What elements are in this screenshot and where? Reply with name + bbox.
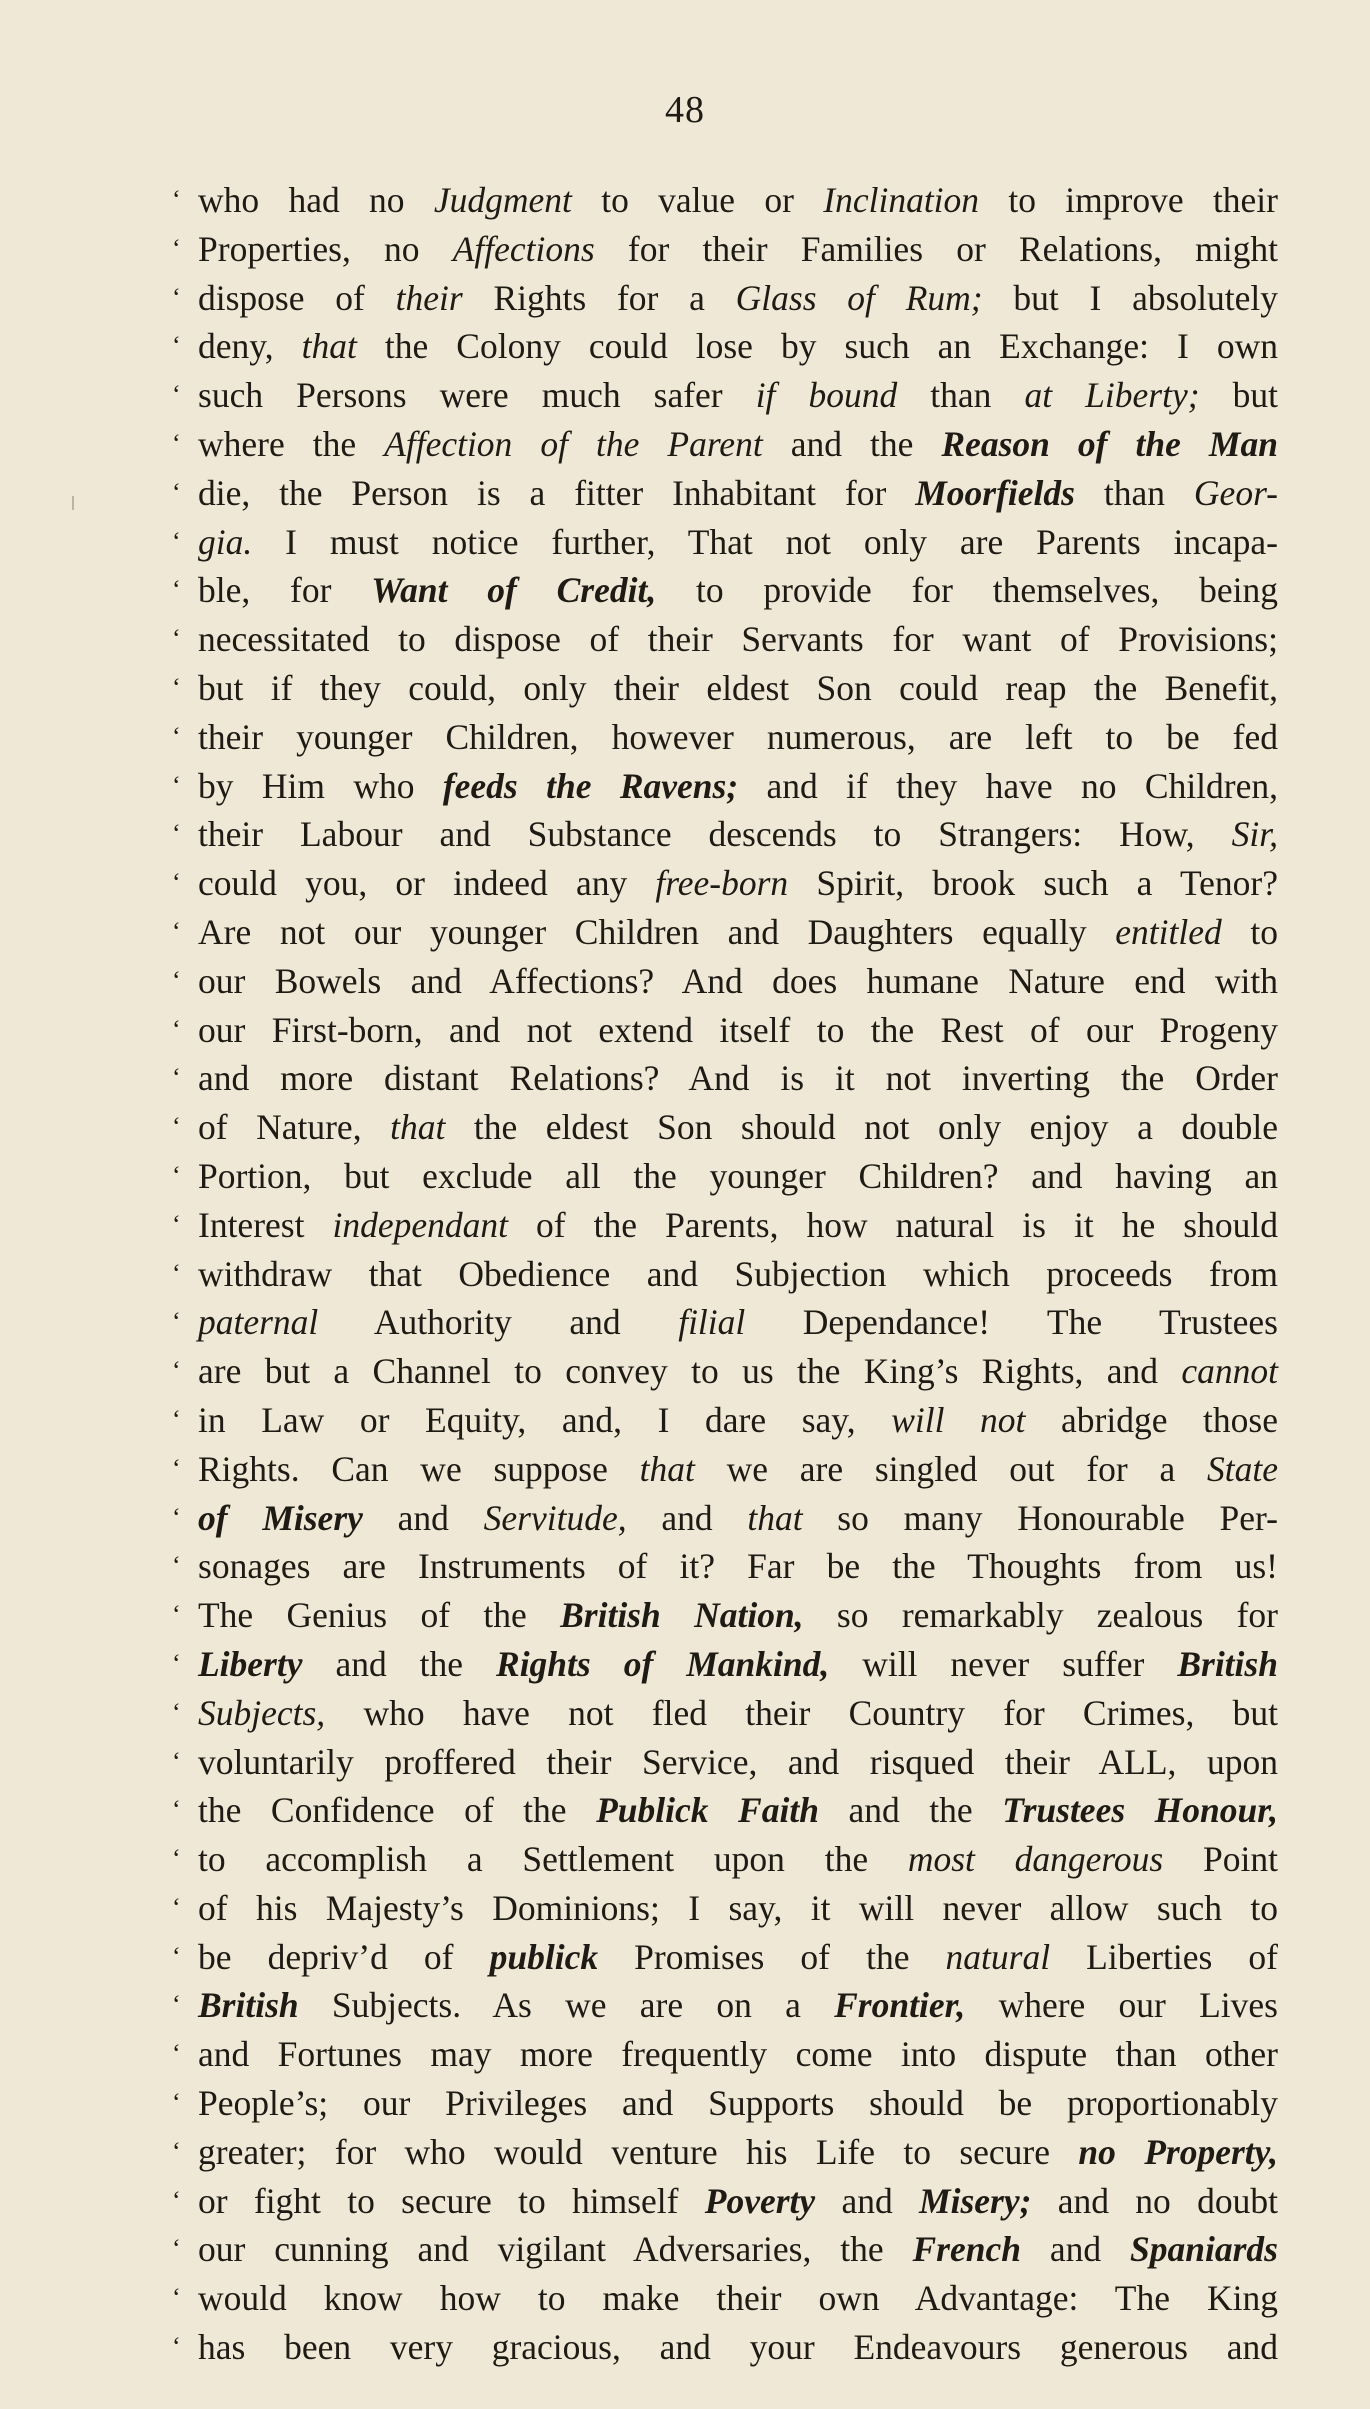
line-text: our cunning and vigilant Adversaries, the bbox=[198, 2229, 913, 2270]
line-text: and the bbox=[302, 1643, 497, 1684]
text-line bbox=[168, 274, 1278, 323]
quote-mark: ‘ bbox=[172, 380, 181, 410]
line-text: withdraw that Obedience and Subjection which proceeds from bbox=[198, 1253, 1278, 1294]
line-text: or fight to secure to himself bbox=[198, 2180, 705, 2221]
emphasis-text: will not bbox=[891, 1399, 1026, 1440]
quote-mark: ‘ bbox=[172, 770, 181, 800]
emphasis-text: British bbox=[198, 1985, 299, 2026]
line-text: to provide for themselves, being bbox=[656, 570, 1278, 611]
emphasis-text: of Misery bbox=[198, 1497, 363, 1538]
quote-mark: ‘ bbox=[172, 575, 181, 605]
emphasis-text: most dangerous bbox=[907, 1839, 1164, 1880]
text-line bbox=[168, 2128, 1278, 2177]
line-text: Dependance! The Trustees bbox=[745, 1302, 1278, 1343]
line-text: People’s; our Privileges and Supports should be proportionably bbox=[198, 2083, 1278, 2124]
text-line bbox=[168, 1884, 1278, 1933]
text-line bbox=[168, 1250, 1278, 1299]
line-text: Point bbox=[1163, 1839, 1278, 1880]
line-text: be depriv’d of bbox=[198, 1936, 490, 1977]
text-line bbox=[168, 518, 1278, 567]
line-text: by Him who bbox=[198, 765, 443, 806]
emphasis-text: Want of Credit, bbox=[371, 570, 657, 611]
quote-mark: ‘ bbox=[172, 185, 181, 214]
line-text: are but a Channel to convey to us the King’s Rights, and bbox=[198, 1351, 1182, 1392]
emphasis-text: Misery; bbox=[919, 2180, 1032, 2221]
line-text: and the bbox=[818, 1790, 1003, 1831]
line-text: than bbox=[1074, 472, 1194, 513]
emphasis-text: free-born bbox=[655, 863, 789, 904]
line-text: Are not our younger Children and Daughters equally bbox=[198, 911, 1116, 952]
quote-mark: ‘ bbox=[172, 1209, 181, 1239]
line-text: deny, bbox=[198, 326, 302, 367]
line-text: but if they could, only their eldest Son could reap the Benefit, bbox=[198, 667, 1278, 708]
line-text: abridge those bbox=[1025, 1399, 1278, 1440]
emphasis-text: British Nation, bbox=[560, 1595, 804, 1636]
quote-mark: ‘ bbox=[172, 1697, 181, 1727]
emphasis-text: natural bbox=[945, 1936, 1051, 1977]
line-text: The Genius of the bbox=[198, 1595, 561, 1636]
text-line bbox=[168, 1006, 1278, 1055]
text-line bbox=[168, 615, 1278, 664]
line-text: will never suffer bbox=[829, 1643, 1178, 1684]
text-line bbox=[168, 1103, 1278, 1152]
line-text: Rights. Can we suppose bbox=[198, 1448, 640, 1489]
text-line bbox=[168, 1981, 1278, 2030]
text-line bbox=[168, 1396, 1278, 1445]
emphasis-text: Trustees Honour, bbox=[1002, 1790, 1279, 1831]
text-line bbox=[168, 566, 1278, 615]
emphasis-text: that bbox=[390, 1107, 446, 1148]
line-text: Subjects. As we are on a bbox=[298, 1985, 835, 2026]
text-line bbox=[168, 1640, 1278, 1689]
text-line bbox=[168, 322, 1278, 371]
text-line bbox=[168, 420, 1278, 469]
emphasis-text: Affections bbox=[452, 228, 595, 269]
quote-mark: ‘ bbox=[172, 477, 181, 507]
emphasis-text: Publick Faith bbox=[596, 1790, 819, 1831]
emphasis-text: if bound bbox=[755, 375, 898, 416]
quote-mark: ‘ bbox=[172, 868, 181, 898]
line-text: of the Parents, how natural is it he should bbox=[508, 1204, 1278, 1245]
line-text: than bbox=[897, 375, 1025, 416]
text-line bbox=[168, 810, 1278, 859]
emphasis-text: gia. bbox=[198, 521, 253, 562]
text-line bbox=[168, 762, 1278, 811]
text-line bbox=[168, 1689, 1278, 1738]
page-number: 48 bbox=[665, 89, 705, 131]
quote-mark: ‘ bbox=[172, 526, 181, 556]
line-text: ble, for bbox=[198, 570, 372, 611]
quote-mark: ‘ bbox=[172, 1648, 181, 1678]
emphasis-text: cannot bbox=[1181, 1351, 1278, 1392]
text-line bbox=[168, 664, 1278, 713]
text-line bbox=[168, 908, 1278, 957]
emphasis-text: French bbox=[912, 2229, 1021, 2270]
line-text: to accomplish a Settlement upon the bbox=[198, 1839, 908, 1880]
emphasis-text: at Liberty; bbox=[1024, 375, 1200, 416]
text-line bbox=[168, 1542, 1278, 1591]
line-text: but I absolutely bbox=[982, 277, 1279, 318]
text-line bbox=[168, 1786, 1278, 1835]
text-line bbox=[168, 1152, 1278, 1201]
line-text: in Law or Equity, and, I dare say, bbox=[198, 1399, 892, 1440]
quote-mark: ‘ bbox=[172, 2088, 181, 2118]
text-line bbox=[168, 225, 1278, 274]
line-text: voluntarily proffered their Service, and risqued their ALL, upon bbox=[198, 1741, 1278, 1782]
emphasis-text: Geor- bbox=[1193, 472, 1278, 513]
text-line bbox=[168, 1494, 1278, 1543]
quote-mark: ‘ bbox=[172, 1356, 181, 1386]
emphasis-text: Judgment bbox=[433, 180, 572, 220]
quote-mark: ‘ bbox=[172, 1258, 181, 1288]
text-line bbox=[168, 1933, 1278, 1982]
quote-mark: ‘ bbox=[172, 819, 181, 849]
line-text: I must notice further, That not only are Parents incapa- bbox=[252, 521, 1278, 562]
line-text: so remarkably zealous for bbox=[803, 1595, 1278, 1636]
quote-mark: ‘ bbox=[172, 1112, 181, 1142]
quote-mark: ‘ bbox=[172, 2283, 181, 2313]
line-text: to bbox=[1221, 911, 1278, 952]
line-text: and more distant Relations? And is it not inverting the Order bbox=[198, 1058, 1278, 1099]
emphasis-text: Sir, bbox=[1231, 814, 1278, 855]
text-line bbox=[168, 2079, 1278, 2128]
quote-mark: ‘ bbox=[172, 1404, 181, 1434]
quote-mark: ‘ bbox=[172, 1063, 181, 1093]
emphasis-text: Reason of the Man bbox=[941, 423, 1278, 464]
line-text: and the bbox=[762, 423, 942, 464]
emphasis-text: entitled bbox=[1115, 911, 1222, 952]
text-line bbox=[168, 1835, 1278, 1884]
line-text: Rights for a bbox=[462, 277, 736, 318]
emphasis-text: feeds the Ravens; bbox=[442, 765, 739, 806]
text-line bbox=[168, 713, 1278, 762]
quote-mark: ‘ bbox=[172, 624, 181, 654]
quote-mark: ‘ bbox=[172, 1453, 181, 1483]
line-text: their Labour and Substance descends to Strangers: How, bbox=[198, 814, 1232, 855]
quote-mark: ‘ bbox=[172, 1892, 181, 1922]
emphasis-text: publick bbox=[489, 1936, 599, 1977]
emphasis-text: no Property, bbox=[1078, 2131, 1278, 2172]
quote-mark: ‘ bbox=[172, 233, 181, 263]
body-text bbox=[168, 176, 1278, 2372]
line-text: but bbox=[1199, 375, 1278, 416]
line-text: the Colony could lose by such an Exchange: I own bbox=[356, 326, 1278, 367]
text-line bbox=[168, 371, 1278, 420]
line-text: our First-born, and not extend itself to the Rest of our Progeny bbox=[198, 1009, 1278, 1050]
line-text: our Bowels and Affections? And does humane Nature end with bbox=[198, 960, 1278, 1001]
line-text: where our Lives bbox=[965, 1985, 1278, 2026]
quote-mark: ‘ bbox=[172, 721, 181, 751]
line-text: Spirit, brook such a Tenor? bbox=[788, 863, 1278, 904]
text-line bbox=[168, 2030, 1278, 2079]
line-text: Portion, but exclude all the younger Children? and having an bbox=[198, 1155, 1278, 1196]
emphasis-text: Inclination bbox=[823, 180, 980, 220]
line-text: and if they have no Children, bbox=[738, 765, 1279, 806]
line-text: and bbox=[1021, 2229, 1131, 2270]
text-line bbox=[168, 1298, 1278, 1347]
line-text: and bbox=[815, 2180, 920, 2221]
emphasis-text: Glass of Rum; bbox=[735, 277, 983, 318]
line-text: and bbox=[626, 1497, 748, 1538]
text-line bbox=[168, 1054, 1278, 1103]
line-text: Liberties of bbox=[1050, 1936, 1278, 1977]
line-text: would know how to make their own Advantage: The King bbox=[198, 2278, 1278, 2319]
emphasis-text: Liberty bbox=[198, 1643, 303, 1684]
line-text: die, the Person is a fitter Inhabitant for bbox=[198, 472, 916, 513]
quote-mark: ‘ bbox=[172, 1746, 181, 1776]
quote-mark: ‘ bbox=[172, 331, 181, 361]
quote-mark: ‘ bbox=[172, 1600, 181, 1630]
line-text: greater; for who would venture his Life to secure bbox=[198, 2131, 1079, 2172]
quote-mark: ‘ bbox=[172, 2136, 181, 2166]
text-line bbox=[168, 957, 1278, 1006]
quote-mark: ‘ bbox=[172, 1014, 181, 1044]
emphasis-text: Spaniards bbox=[1130, 2229, 1278, 2270]
emphasis-text: Moorfields bbox=[915, 472, 1075, 513]
quote-mark: ‘ bbox=[172, 1551, 181, 1581]
line-text: and Fortunes may more frequently come into dispute than other bbox=[198, 2034, 1278, 2075]
quote-mark: ‘ bbox=[172, 1844, 181, 1874]
emphasis-text: Subjects, bbox=[198, 1692, 326, 1733]
margin-mark bbox=[72, 496, 74, 510]
quote-mark: ‘ bbox=[172, 1160, 181, 1190]
emphasis-text: filial bbox=[678, 1302, 746, 1343]
line-text: dispose of bbox=[198, 277, 396, 318]
line-text: the eldest Son should not only enjoy a double bbox=[445, 1107, 1278, 1148]
line-text: and bbox=[362, 1497, 484, 1538]
quote-mark: ‘ bbox=[172, 2234, 181, 2264]
line-text: to improve their bbox=[979, 180, 1278, 220]
line-text: could you, or indeed any bbox=[198, 863, 656, 904]
emphasis-text: Frontier, bbox=[834, 1985, 966, 2026]
line-text: sonages are Instruments of it? Far be the Thoughts from us! bbox=[198, 1546, 1278, 1587]
line-text: Properties, no bbox=[198, 228, 453, 269]
line-text: the Confidence of the bbox=[198, 1790, 597, 1831]
emphasis-text: Affection of the Parent bbox=[384, 423, 763, 464]
line-text: and no doubt bbox=[1031, 2180, 1278, 2221]
text-line bbox=[168, 1445, 1278, 1494]
text-line bbox=[168, 1201, 1278, 1250]
quote-mark: ‘ bbox=[172, 965, 181, 995]
text-line bbox=[168, 1591, 1278, 1640]
line-text: of his Majesty’s Dominions; I say, it will never allow such to bbox=[198, 1887, 1278, 1928]
text-line bbox=[168, 1347, 1278, 1396]
quote-mark: ‘ bbox=[172, 2185, 181, 2215]
line-text: such Persons were much safer bbox=[198, 375, 756, 416]
line-text: we are singled out for a bbox=[694, 1448, 1208, 1489]
quote-mark: ‘ bbox=[172, 282, 181, 312]
text-line bbox=[168, 176, 1278, 225]
line-text: to value or bbox=[571, 180, 824, 220]
emphasis-text: that bbox=[301, 326, 357, 367]
quote-mark: ‘ bbox=[172, 1502, 181, 1532]
emphasis-text: Poverty bbox=[704, 2180, 816, 2221]
emphasis-text: independant bbox=[332, 1204, 508, 1245]
text-line bbox=[168, 859, 1278, 908]
quote-mark: ‘ bbox=[172, 428, 181, 458]
line-text: who had no bbox=[198, 180, 434, 220]
emphasis-text: that bbox=[747, 1497, 803, 1538]
line-text: Interest bbox=[198, 1204, 333, 1245]
text-line bbox=[168, 2274, 1278, 2323]
quote-mark: ‘ bbox=[172, 1795, 181, 1825]
quote-mark: ‘ bbox=[172, 672, 181, 702]
line-text: necessitated to dispose of their Servants for want of Provisions; bbox=[198, 619, 1278, 660]
quote-mark: ‘ bbox=[172, 1941, 181, 1971]
line-text: Promises of the bbox=[598, 1936, 946, 1977]
text-line bbox=[168, 2225, 1278, 2274]
quote-mark: ‘ bbox=[172, 1307, 181, 1337]
emphasis-text: Rights of Mankind, bbox=[496, 1643, 830, 1684]
quote-mark: ‘ bbox=[172, 916, 181, 946]
line-text: their younger Children, however numerous, are left to be fed bbox=[198, 716, 1278, 757]
emphasis-text: Servitude, bbox=[483, 1497, 627, 1538]
text-line bbox=[168, 469, 1278, 518]
line-text: where the bbox=[198, 423, 385, 464]
line-text: has been very gracious, and your Endeavours generous and bbox=[198, 2327, 1278, 2368]
line-text: Authority and bbox=[318, 1302, 679, 1343]
line-text: for their Families or Relations, might bbox=[594, 228, 1278, 269]
line-text: of Nature, bbox=[198, 1107, 391, 1148]
quote-mark: ‘ bbox=[172, 2039, 181, 2069]
emphasis-text: paternal bbox=[198, 1302, 319, 1343]
emphasis-text: British bbox=[1177, 1643, 1278, 1684]
emphasis-text: their bbox=[395, 277, 463, 318]
line-text: so many Honourable Per- bbox=[802, 1497, 1278, 1538]
text-line bbox=[168, 1738, 1278, 1787]
text-line bbox=[168, 2177, 1278, 2226]
text-line bbox=[168, 2323, 1278, 2372]
emphasis-text: that bbox=[639, 1448, 695, 1489]
emphasis-text: State bbox=[1207, 1448, 1278, 1489]
line-text: who have not fled their Country for Crimes, but bbox=[325, 1692, 1278, 1733]
quote-mark: ‘ bbox=[172, 2332, 181, 2362]
quote-mark: ‘ bbox=[172, 1990, 181, 2020]
